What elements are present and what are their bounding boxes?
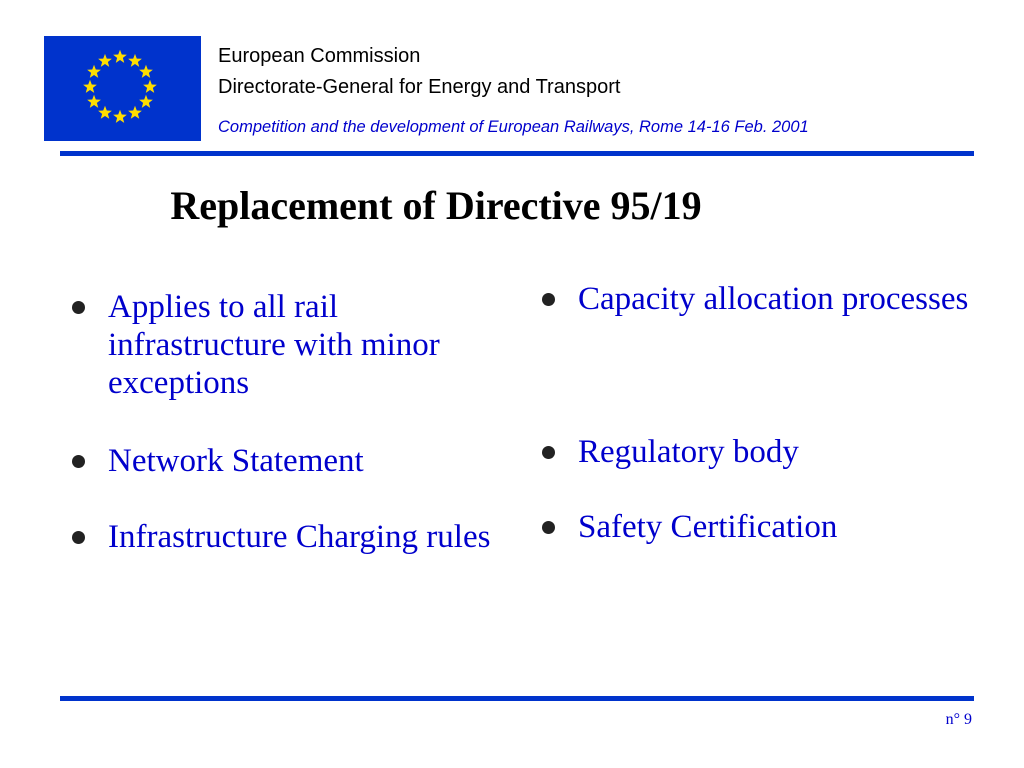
star-icon — [87, 65, 101, 78]
star-icon — [83, 80, 97, 93]
star-icon — [98, 106, 112, 119]
star-icon — [113, 50, 127, 63]
bullet-dot-icon — [72, 531, 85, 544]
page-number: n° 9 — [945, 711, 972, 728]
header-divider — [60, 151, 974, 156]
bullet-item-left-1 — [72, 288, 502, 402]
directorate-name: Directorate-General for Energy and Transport — [218, 76, 621, 98]
bullet-item-left-2 — [72, 442, 502, 480]
slide-title: Replacement of Directive 95/19 — [170, 183, 702, 228]
conference-subtitle: Competition and the development of European Railways, Rome 14-16 Feb. 2001 — [218, 118, 809, 136]
bullet-item-right-2 — [542, 433, 982, 471]
bullet-dot-icon — [542, 446, 555, 459]
bullet-text: Regulatory body — [578, 434, 799, 470]
eu-stars — [44, 36, 201, 141]
bullet-item-right-3 — [542, 508, 982, 546]
star-icon — [113, 110, 127, 123]
footer-divider — [60, 696, 974, 701]
star-icon — [139, 95, 153, 108]
star-icon — [143, 80, 157, 93]
eu-flag-icon — [44, 36, 201, 141]
bullet-text: Network Statement — [108, 443, 364, 479]
star-icon — [128, 106, 142, 119]
star-icon — [87, 95, 101, 108]
bullet-item-left-3 — [72, 518, 502, 556]
bullet-dot-icon — [72, 301, 85, 314]
bullet-text: Applies to all rail infrastructure with minor exceptions — [108, 289, 440, 401]
star-icon — [128, 54, 142, 67]
bullet-text: Safety Certification — [578, 509, 838, 545]
bullet-dot-icon — [542, 293, 555, 306]
bullet-item-right-1 — [542, 280, 982, 318]
star-icon — [98, 54, 112, 67]
bullet-text: Capacity allocation processes — [578, 281, 969, 317]
bullet-text: Infrastructure Charging rules — [108, 519, 491, 555]
organization-name: European Commission — [218, 45, 421, 67]
star-icon — [139, 65, 153, 78]
bullet-dot-icon — [542, 521, 555, 534]
bullet-dot-icon — [72, 455, 85, 468]
